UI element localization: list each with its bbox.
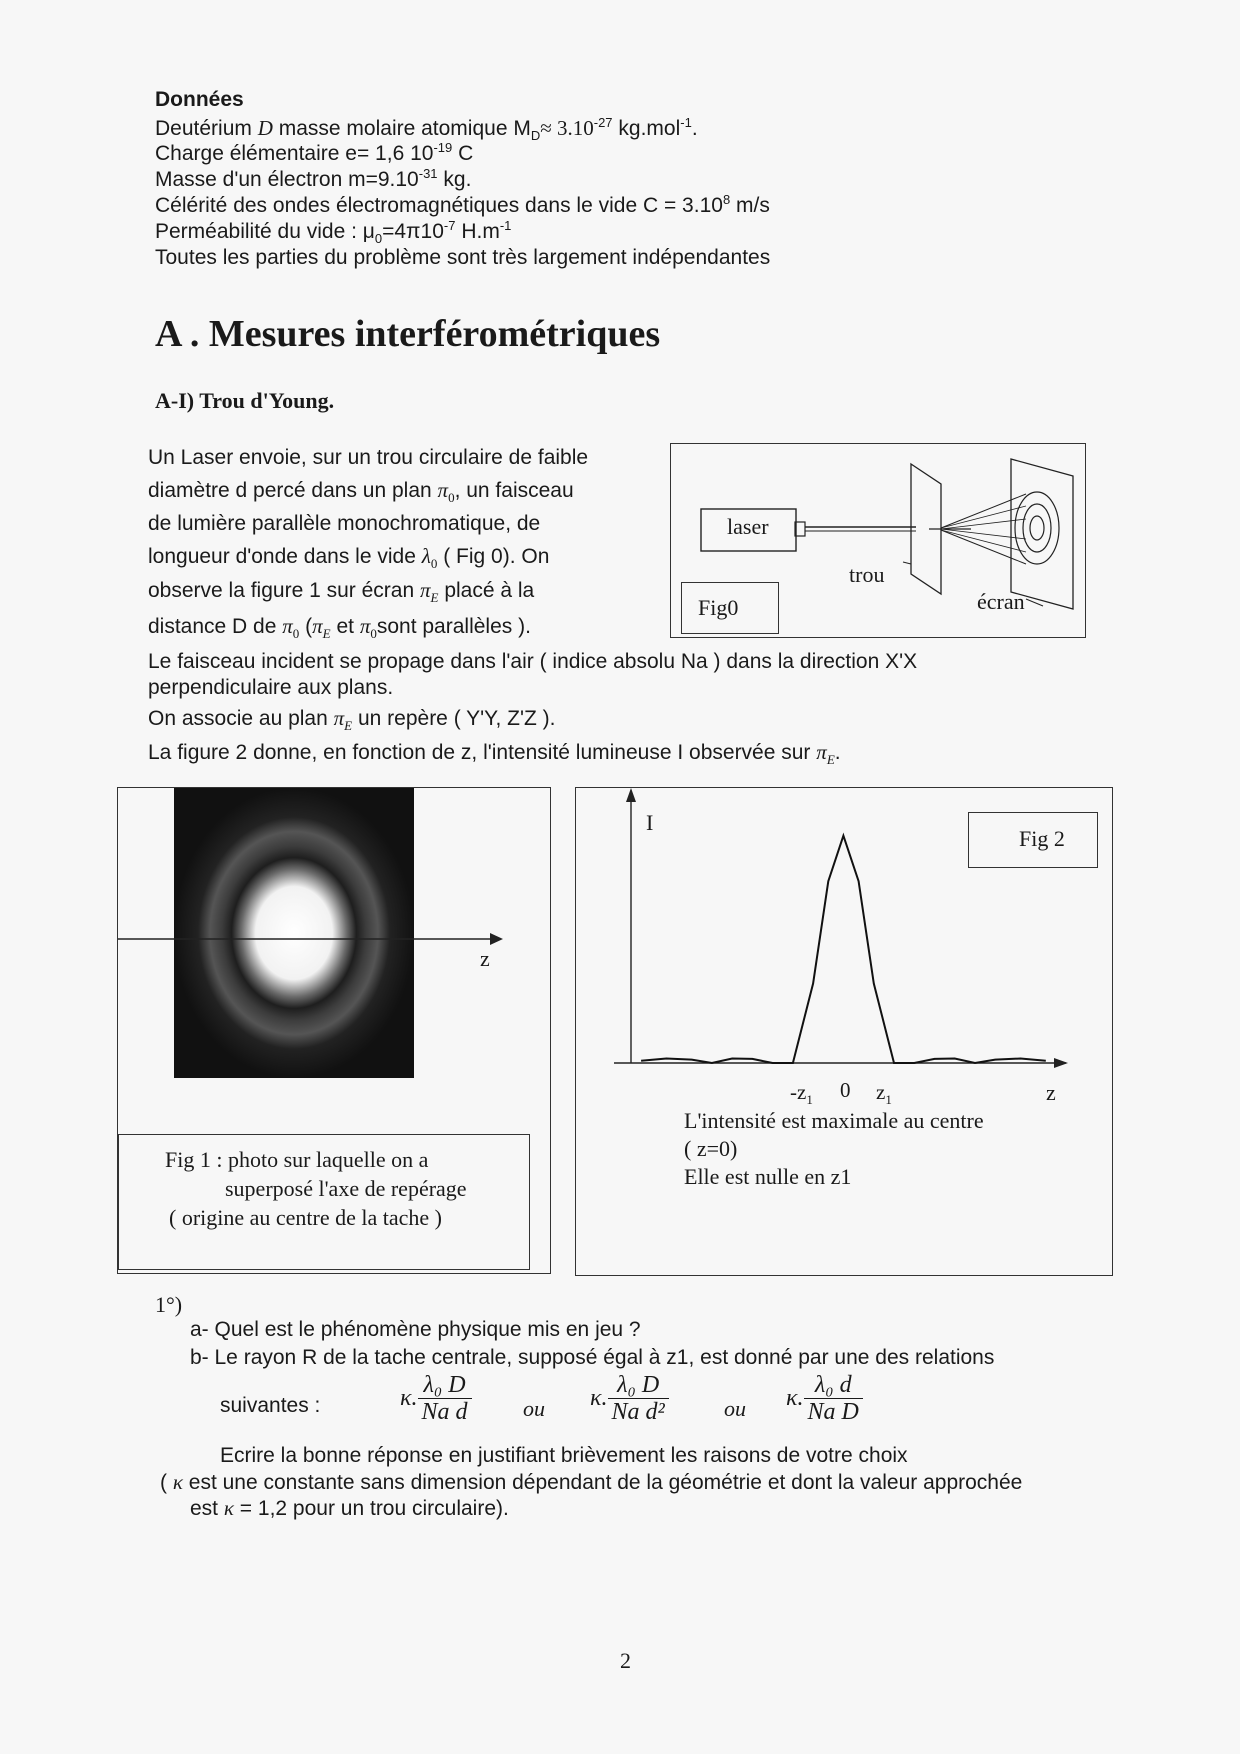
fig2-text-line-2: ( z=0) <box>684 1136 738 1161</box>
intro-line-8: perpendiculaire aux plans. <box>148 676 394 699</box>
formula-ou-2: ou <box>724 1396 746 1421</box>
formula-2: κ. $\frac{\text{λ₀ D}}{\text{Na d²}}$ <box>590 1372 669 1425</box>
formula-3-den: Na D <box>807 1399 859 1425</box>
donnee-electron: Masse d'un électron $m=9.10^{-31}$ kg. <box>155 166 472 191</box>
question-ecrire: Ecrire la bonne réponse en justifiant brièvement les raisons de votre choix <box>220 1444 908 1467</box>
question-suivantes: suivantes : <box>220 1394 321 1417</box>
donnees-title: Données <box>155 88 244 111</box>
subsection-title: A-I) Trou d'Young. <box>155 388 335 413</box>
donnee-deuterium: Deutérium D masse molaire atomique $M_D\approx 3.10^{-27}$ kg.mol$^{-1}$. <box>155 115 698 144</box>
donnee-independance: Toutes les parties du problème sont très largement indépendantes <box>155 246 771 269</box>
intro-line-9: On associe au plan $\pi_E$ un repère ( Y'Y, Z'Z ). <box>148 706 556 734</box>
fig1-caption-line-3: ( origine au centre de la tache ) <box>169 1205 443 1230</box>
formula-ou-1: ou <box>523 1396 545 1421</box>
question-a: a- Quel est le phénomène physique mis en jeu ? <box>190 1318 641 1341</box>
fig2-x-label: z <box>1046 1080 1056 1105</box>
fig2-tick-minus-z1: $-z_1$ <box>790 1080 813 1108</box>
fig2-text-line-1: L'intensité est maximale au centre <box>684 1108 984 1133</box>
fig2-intensity-curve <box>641 836 1046 1063</box>
fig2-text-line-3: Elle est nulle en z1 <box>684 1164 852 1189</box>
formula-3: κ. $\frac{\text{λ₀ d}}{\text{Na D}}$ <box>786 1372 863 1425</box>
formula-3-num: λ₀ d <box>804 1372 863 1399</box>
fig1-caption-line-1: Fig 1 : photo sur laquelle on a <box>165 1147 429 1172</box>
fig0-laser-label: laser <box>727 514 769 539</box>
intro-line-7: Le faisceau incident se propage dans l'air ( indice absolu Na ) dans la direction X'X <box>148 650 918 673</box>
fig1-caption-box <box>118 1134 530 1270</box>
formula-1-num: λ₀ D <box>418 1372 472 1399</box>
fig1-caption-line-2: superposé l'axe de repérage <box>225 1176 467 1201</box>
fig2-tick-z1: $z_1$ <box>876 1080 892 1108</box>
fig2-tick-zero: 0 <box>840 1078 851 1102</box>
fig0-frame <box>670 443 1086 638</box>
formula-2-num: λ₀ D <box>608 1372 669 1399</box>
fig0-trou-label: trou <box>849 562 885 587</box>
question-number: 1°) <box>155 1292 183 1317</box>
question-kappa-line-2: est κ = 1,2 pour un trou circulaire). <box>190 1496 509 1520</box>
fig1-photo <box>118 788 548 1078</box>
intro-line-10: La figure 2 donne, en fonction de z, l'intensité lumineuse I observée sur $\pi_E$. <box>148 740 841 768</box>
fig1-frame <box>117 787 551 1274</box>
intro-line-2: diamètre d percé dans un plan $\pi_0$, un faisceau <box>148 478 574 506</box>
fig0-label-box <box>681 582 779 634</box>
fig0-ecran-label: écran <box>977 589 1025 614</box>
intro-line-1: Un Laser envoie, sur un trou circulaire de faible <box>148 446 589 469</box>
question-kappa-line-1: ( κ est une constante sans dimension dépendant de la géométrie et dont la valeur approchée <box>160 1470 1023 1494</box>
intro-line-6: distance D de $\pi_0$ ($\pi_E$ et $\pi_0sont$ parallèles ). <box>148 614 531 642</box>
fig2-frame <box>575 787 1113 1276</box>
donnee-celerite: Célérité des ondes électromagnétiques dans le vide $C = 3.10^8$ m/s <box>155 192 770 217</box>
formula-1-den: Na d <box>421 1399 468 1425</box>
section-title: A . Mesures interférométriques <box>155 313 661 355</box>
fig2-label-box <box>968 812 1098 868</box>
fig1-axis-label: z <box>480 946 490 971</box>
question-b: b- Le rayon R de la tache centrale, supposé égal à z1, est donné par une des relations <box>190 1346 995 1369</box>
donnee-permeabilite: Perméabilité du vide : $\mu_0=4\pi 10^{-7}$ $H.m^{-1}$ <box>155 218 512 247</box>
formula-1: κ. $\frac{\text{λ₀ D}}{\text{Na d}}$ <box>400 1372 472 1425</box>
fig0-label: Fig0 <box>698 595 739 620</box>
intro-line-3: de lumière parallèle monochromatique, de <box>148 512 541 535</box>
intro-line-4: longueur d'onde dans le vide $\lambda_0$ ( Fig 0). On <box>148 544 550 572</box>
intro-line-5: observe la figure 1 sur écran $\pi_E$ placé à la <box>148 578 535 606</box>
fig2-x-arrow <box>1054 1058 1068 1068</box>
fig2-y-label: I <box>646 810 654 835</box>
formula-2-den: Na d² <box>611 1399 665 1425</box>
fig2-y-arrow <box>626 788 636 802</box>
page-number: 2 <box>620 1648 631 1673</box>
donnee-charge: Charge élémentaire e= 1,6 $10^{-19}$ C <box>155 140 474 165</box>
fig2-label: Fig 2 <box>1019 826 1065 851</box>
